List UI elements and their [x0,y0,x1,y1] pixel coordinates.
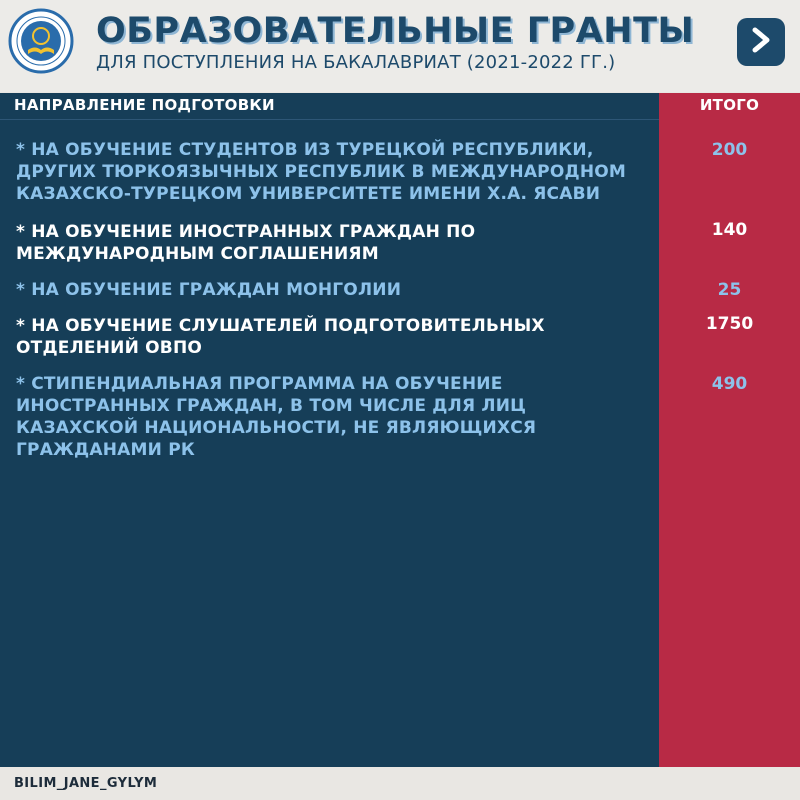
column-header-direction: НАПРАВЛЕНИЕ ПОДГОТОВКИ [14,96,275,114]
header [0,0,800,92]
chevron-right-icon [747,26,775,58]
table-row [16,373,656,461]
column-header-total: ИТОГО [699,96,760,114]
row-value: 1750 [705,314,754,334]
row-line: МЕЖДУНАРОДНЫМ СОГЛАШЕНИЯМ [16,244,379,264]
table-row [16,221,656,265]
row-line: ГРАЖДАНАМИ РК [16,440,195,460]
next-button[interactable] [737,18,785,66]
row-line: * СТИПЕНДИАЛЬНАЯ ПРОГРАММА НА ОБУЧЕНИЕ [16,374,503,394]
total-column [659,93,800,767]
row-line: * НА ОБУЧЕНИЕ ГРАЖДАН МОНГОЛИИ [16,280,402,300]
row-line: ОТДЕЛЕНИЙ ОВПО [16,338,203,358]
row-value: 140 [711,220,748,240]
row-value: 200 [711,140,748,160]
row-line: КАЗАХСКО-ТУРЕЦКОМ УНИВЕРСИТЕТЕ ИМЕНИ Х.А. ЯСАВИ [16,184,601,204]
table-row [16,279,656,301]
row-line: * НА ОБУЧЕНИЕ СТУДЕНТОВ ИЗ ТУРЕЦКОЙ РЕСПУБЛИКИ, [16,140,594,160]
table-row [16,139,656,205]
header-divider [0,119,659,120]
row-line: * НА ОБУЧЕНИЕ СЛУШАТЕЛЕЙ ПОДГОТОВИТЕЛЬНЫХ [16,316,545,336]
row-value: 490 [711,374,748,394]
table-row [16,315,656,359]
page-title: ОБРАЗОВАТЕЛЬНЫЕ ГРАНТЫ [96,11,695,51]
row-line: КАЗАХСКОЙ НАЦИОНАЛЬНОСТИ, НЕ ЯВЛЯЮЩИХСЯ [16,418,537,438]
page-subtitle: ДЛЯ ПОСТУПЛЕНИЯ НА БАКАЛАВРИАТ (2021-2022 ГГ.) [96,52,616,73]
row-value: 25 [717,280,742,300]
row-line: ДРУГИХ ТЮРКОЯЗЫЧНЫХ РЕСПУБЛИК В МЕЖДУНАРОДНОМ [16,162,627,182]
row-line: * НА ОБУЧЕНИЕ ИНОСТРАННЫХ ГРАЖДАН ПО [16,222,476,242]
ministry-emblem-icon [8,8,74,74]
row-line: ИНОСТРАННЫХ ГРАЖДАН, В ТОМ ЧИСЛЕ ДЛЯ ЛИЦ [16,396,527,416]
footer-handle: BILIM_JANE_GYLYM [14,776,158,791]
